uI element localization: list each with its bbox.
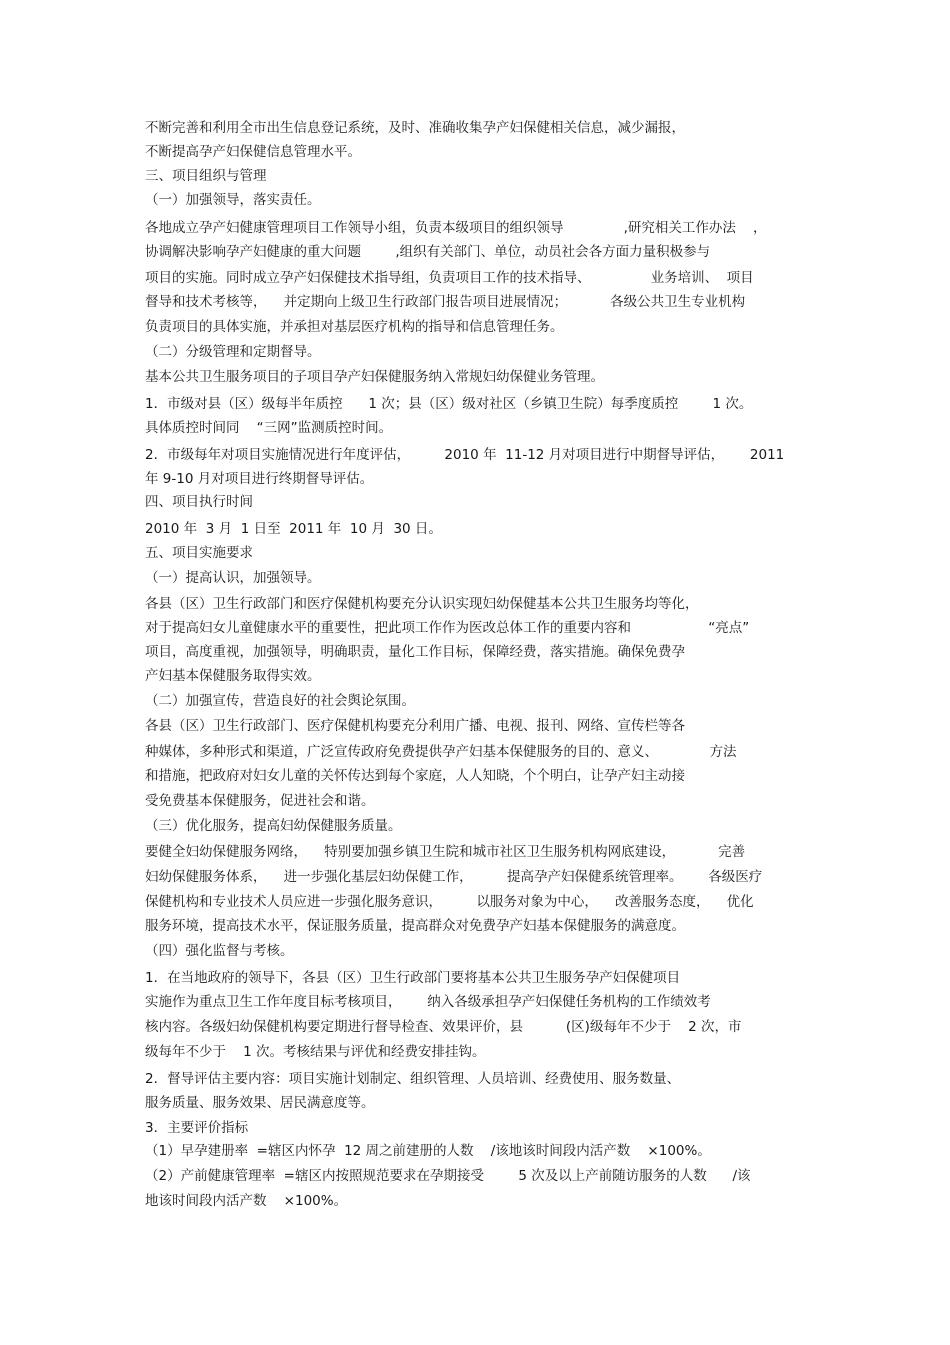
text-line: 负责项目的具体实施，并承担对基层医疗机构的指导和信息管理任务。	[145, 319, 564, 335]
text-line: 项目，高度重视，加强领导，明确职责，量化工作目标，保障经费，落实措施。确保免费孕	[145, 644, 685, 660]
subsection-heading: （二）分级管理和定期督导。	[145, 344, 321, 360]
text-line: 具体质控时间同 “三网”监测质控时间。	[145, 420, 393, 436]
text-line: 实施作为重点卫生工作年度目标考核项目， 纳入各级承担孕产妇保健任务机构的工作绩效考	[145, 994, 711, 1010]
subsection-heading: （三）优化服务，提高妇幼保健服务质量。	[145, 818, 402, 834]
text-line: 保健机构和专业技术人员应进一步强化服务意识， 以服务对象为中心， 改善服务态度， 优化	[145, 894, 754, 910]
list-item: （2）产前健康管理率 =辖区内按照规范要求在孕期接受 5 次及以上产前随访服务的人数 /该	[145, 1168, 751, 1184]
list-item: 1．在当地政府的领导下，各县（区）卫生行政部门要将基本公共卫生服务孕产妇保健项目	[145, 970, 681, 986]
text-line: 各县（区）卫生行政部门和医疗保健机构要充分认识实现妇幼保健基本公共卫生服务均等化，	[145, 596, 699, 612]
section-heading: 五、项目实施要求	[145, 545, 253, 561]
list-item: 2．市级每年对项目实施情况进行年度评估， 2010 年 11-12 月对项目进行中期督导评估， 2011	[145, 447, 785, 463]
text-line: 不断提高孕产妇保健信息管理水平。	[145, 144, 361, 160]
section-heading: 三、项目组织与管理	[145, 168, 267, 184]
text-line: 各地成立孕产妇健康管理项目工作领导小组，负责本级项目的组织领导 ,研究相关工作办法 ，	[145, 220, 767, 236]
text-line: 协调解决影响孕产妇健康的重大问题 ,组织有关部门、单位，动员社会各方面力量积极参与	[145, 244, 711, 260]
text-line: 级每年不少于 1 次。考核结果与评优和经费安排挂钩。	[145, 1044, 486, 1060]
text-line: 和措施，把政府对妇女儿童的关怀传达到每个家庭，人人知晓，个个明白，让孕产妇主动接	[145, 768, 685, 784]
subsection-heading: （一）加强领导，落实责任。	[145, 192, 321, 208]
text-line: 不断完善和利用全市出生信息登记系统，及时、准确收集孕产妇保健相关信息，减少漏报，	[145, 120, 685, 136]
text-line: 要健全妇幼保健服务网络， 特别要加强乡镇卫生院和城市社区卫生服务机构网底建设， 完善	[145, 844, 746, 860]
list-item: 2．督导评估主要内容：项目实施计划制定、组织管理、人员培训、经费使用、服务数量、	[145, 1071, 681, 1087]
section-heading: 四、项目执行时间	[145, 494, 253, 510]
text-line: 种媒体，多种形式和渠道，广泛宣传政府免费提供孕产妇基本保健服务的目的、意义、 方法	[145, 744, 737, 760]
text-line: 产妇基本保健服务取得实效。	[145, 668, 321, 684]
text-line: 服务环境，提高技术水平，保证服务质量，提高群众对免费孕产妇基本保健服务的满意度。	[145, 918, 685, 934]
text-line: 项目的实施。同时成立孕产妇保健技术指导组，负责项目工作的技术指导、 业务培训、 项目	[145, 270, 754, 286]
subsection-heading: （四）强化监督与考核。	[145, 943, 294, 959]
text-line: 2010 年 3 月 1 日至 2011 年 10 月 30 日。	[145, 521, 442, 537]
subsection-heading: （二）加强宣传，营造良好的社会舆论氛围。	[145, 693, 415, 709]
subsection-heading: （一）提高认识，加强领导。	[145, 570, 321, 586]
list-item: （1）早孕建册率 =辖区内怀孕 12 周之前建册的人数 /该地该时间段内活产数 ×100%。	[145, 1143, 711, 1159]
text-line: 地该时间段内活产数 ×100%。	[145, 1193, 348, 1209]
list-item: 1．市级对县（区）级每半年质控 1 次；县（区）级对社区（乡镇卫生院）每季度质控 1 次。	[145, 396, 753, 412]
text-line: 受免费基本保健服务，促进社会和谐。	[145, 793, 375, 809]
text-line: 服务质量、服务效果、居民满意度等。	[145, 1095, 375, 1111]
text-line: 基本公共卫生服务项目的子项目孕产妇保健服务纳入常规妇幼保健业务管理。	[145, 369, 604, 385]
text-line: 各县（区）卫生行政部门、医疗保健机构要充分利用广播、电视、报刊、网络、宣传栏等各	[145, 718, 685, 734]
text-line: 督导和技术考核等， 并定期向上级卫生行政部门报告项目进展情况； 各级公共卫生专业机构	[145, 294, 746, 310]
text-line: 妇幼保健服务体系， 进一步强化基层妇幼保健工作， 提高孕产妇保健系统管理率。 各级医疗	[145, 869, 763, 885]
text-line: 对于提高妇女儿童健康水平的重要性，把此项工作作为医改总体工作的重要内容和 “亮点”	[145, 620, 750, 636]
text-line: 年 9-10 月对项目进行终期督导评估。	[145, 471, 374, 487]
text-line: 核内容。各级妇幼保健机构要定期进行督导检查、效果评价，县 (区)级每年不少于 2 次，市	[145, 1019, 742, 1035]
list-item: 3．主要评价指标	[145, 1120, 249, 1136]
